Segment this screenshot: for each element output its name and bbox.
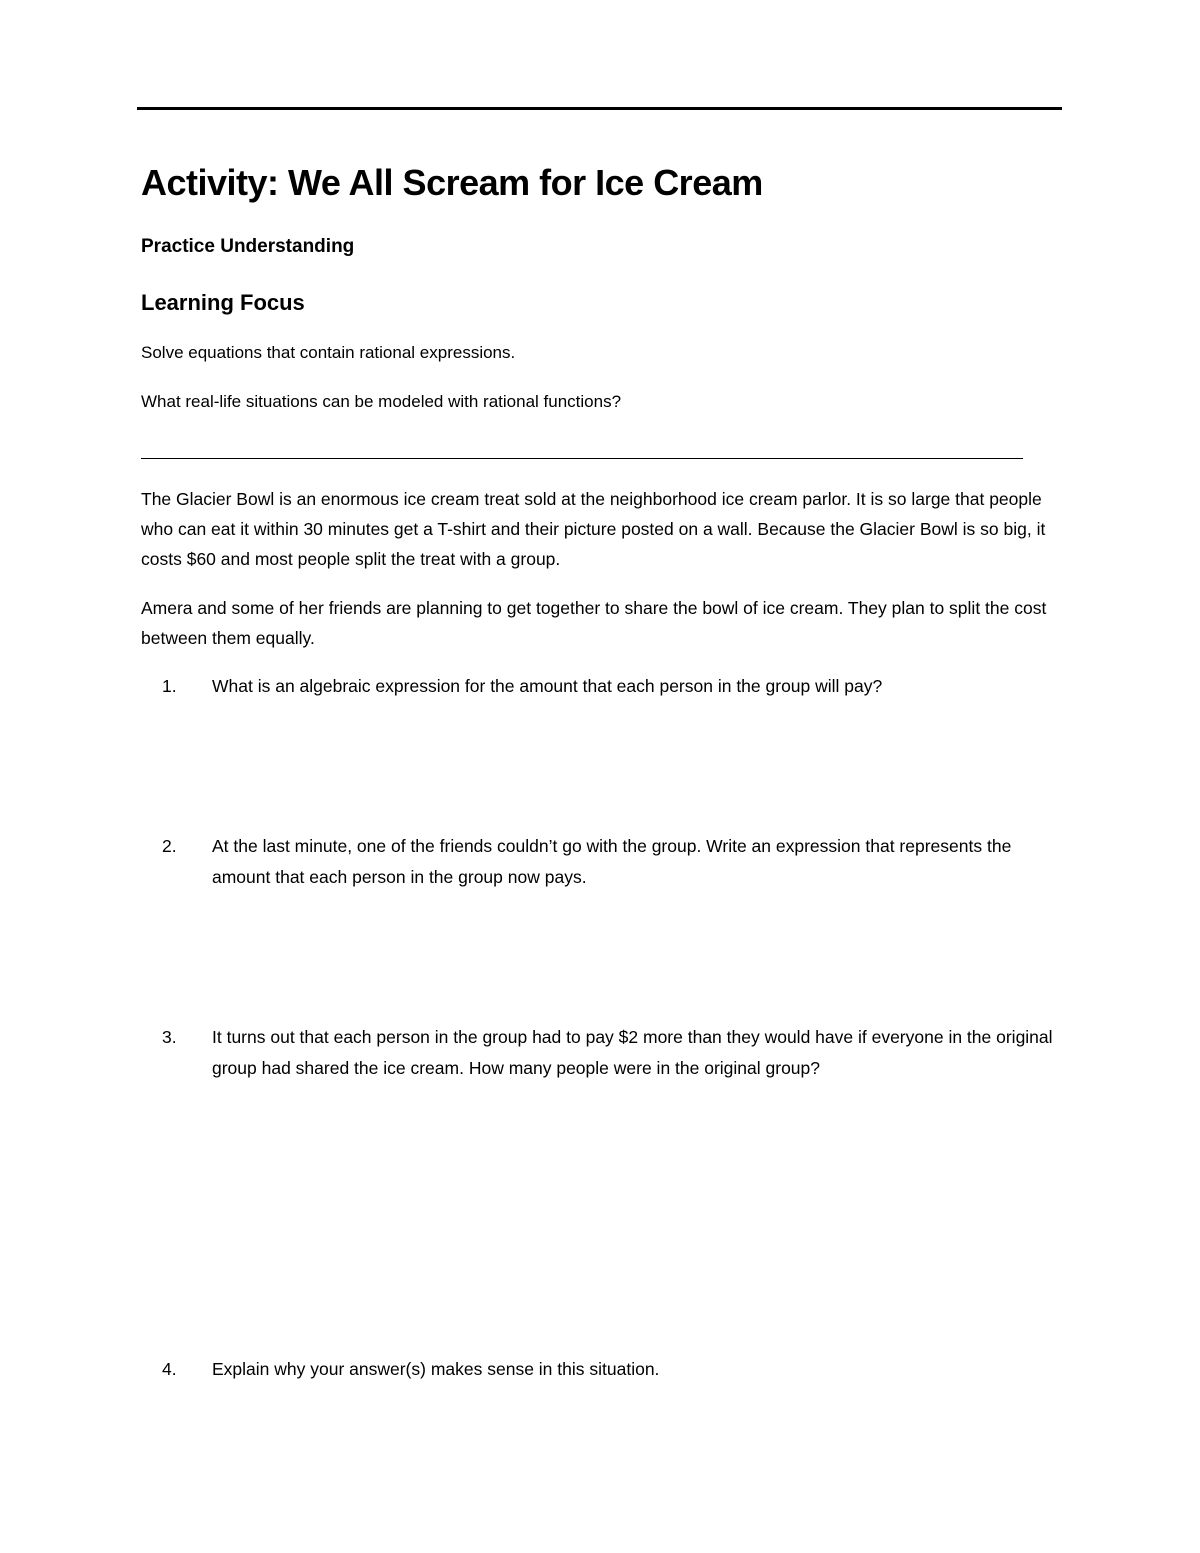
- intro-paragraph: Amera and some of her friends are planning to get together to share the bowl of ice cream. They plan to split the cost between them equally.: [141, 598, 1047, 648]
- question-text: At the last minute, one of the friends couldn’t go with the group. Write an expression that represents the amount that each person in the group now pays.: [212, 836, 1012, 887]
- top-rule: [137, 107, 1062, 110]
- learning-focus-heading: Learning Focus: [141, 290, 305, 315]
- page-subtitle: Practice Understanding: [141, 236, 355, 257]
- learning-focus-line: What real-life situations can be modeled with rational functions?: [141, 392, 622, 411]
- question-text: Explain why your answer(s) makes sense in this situation.: [212, 1359, 660, 1379]
- question-text: What is an algebraic expression for the amount that each person in the group will pay?: [212, 676, 883, 696]
- question-number: 4.: [162, 1359, 177, 1379]
- page-title: Activity: We All Scream for Ice Cream: [141, 162, 763, 203]
- question-number: 2.: [162, 836, 177, 856]
- section-divider: [141, 458, 1023, 459]
- question-number: 3.: [162, 1027, 177, 1047]
- question-text: It turns out that each person in the group had to pay $2 more than they would have if everyone in the original group had shared the ice cream. How many people were in the original group?: [212, 1027, 1053, 1078]
- question-number: 1.: [162, 676, 177, 696]
- learning-focus-line: Solve equations that contain rational expressions.: [141, 343, 516, 362]
- intro-paragraph: The Glacier Bowl is an enormous ice cream treat sold at the neighborhood ice cream parlor. It is so large that people who can eat it within 30 minutes get a T-shirt and their picture posted on a wall. Because the Glacier Bowl is so big, it costs $60 and most people split the treat with a group.: [141, 489, 1046, 569]
